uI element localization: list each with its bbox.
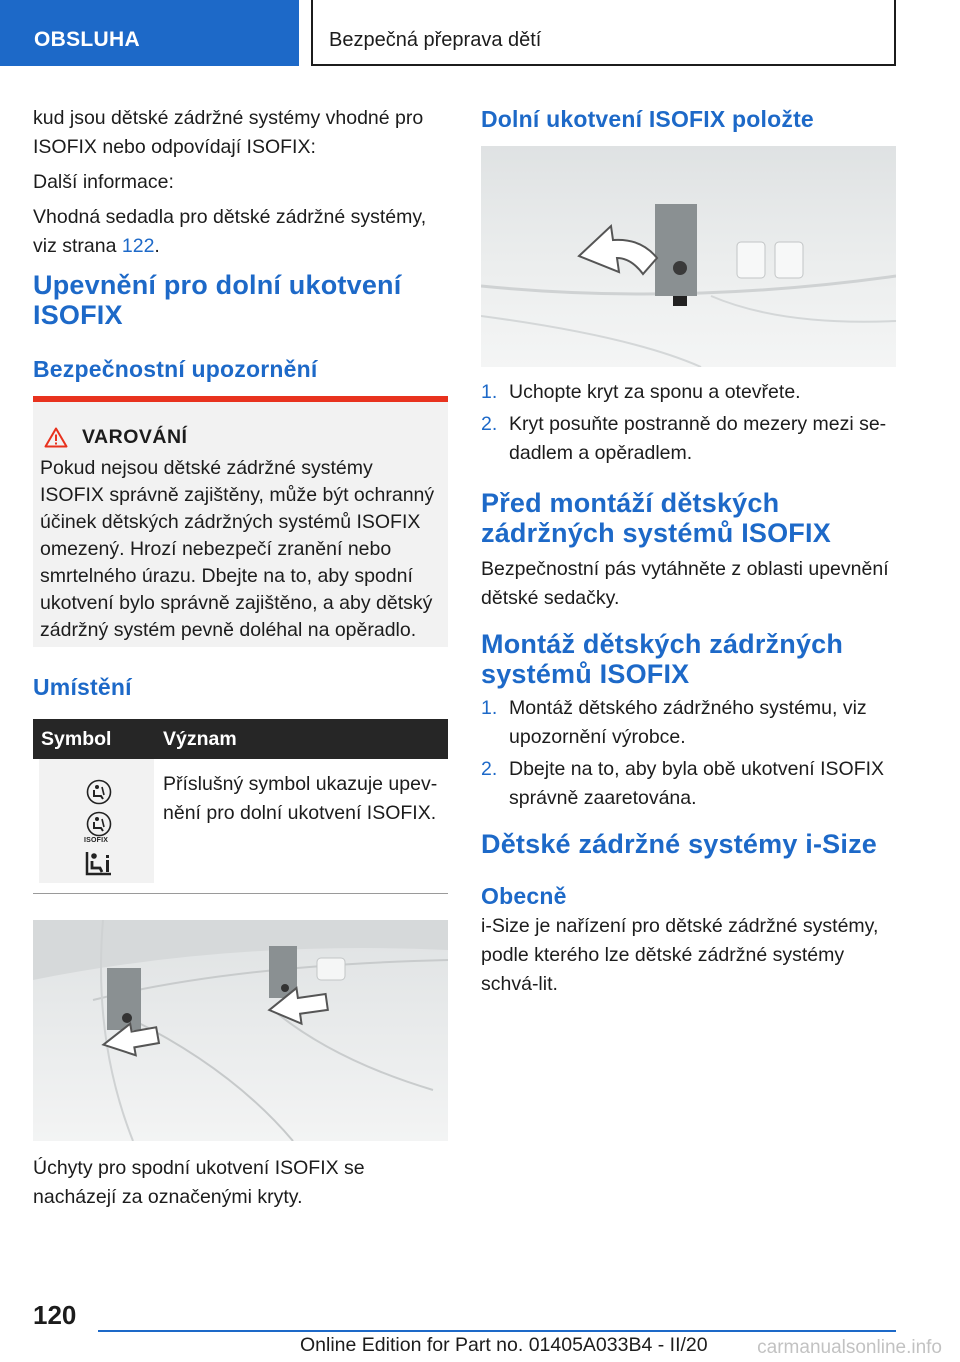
step-text: Uchopte kryt za sponu a otevřete.	[509, 381, 801, 403]
heading-general: Obecně	[481, 883, 567, 909]
intro-paragraph-1: kud jsou dětské zádržné systémy vhodné pro ISOFIX nebo odpovídají ISOFIX:	[33, 107, 424, 158]
heading-fold-anchors: Dolní ukotvení ISOFIX položte	[481, 106, 814, 132]
heading-isofix-lower-anchor: Upevnění pro dolní ukotvení ISOFIX	[33, 270, 402, 330]
chapter-title: Bezpečná přeprava dětí	[311, 0, 896, 66]
heading-location: Umístění	[33, 674, 132, 700]
warning-label: VAROVÁNÍ	[82, 426, 188, 448]
warning-box	[33, 396, 448, 647]
table-bottom-rule	[33, 893, 448, 894]
list-item	[481, 755, 896, 813]
step-text: Kryt posuňte postranně do mezery mezi se-dadlem a opěradlem.	[509, 413, 887, 464]
child-seat-circle-icon	[86, 779, 112, 805]
edition-info: Online Edition for Part no. 01405A033B4 - II/20	[300, 1334, 708, 1356]
heading-safety-notes: Bezpečnostní upozornění	[33, 356, 318, 382]
step-text: Dbejte na to, aby byla obě ukotvení ISOFIX správně zaaretována.	[509, 758, 885, 809]
heading-isize: Dětské zádržné systémy i-Size	[481, 829, 877, 859]
fold-cover-photo	[481, 146, 896, 367]
intro-3-text: Vhodná sedadla pro dětské zádržné systémy, viz strana	[33, 206, 427, 257]
mount-steps-list	[481, 694, 896, 813]
page-reference-link[interactable]: 122	[121, 235, 155, 257]
isofix-child-seat-icon	[84, 849, 114, 877]
heading-before-mounting: Před montáží dětských zádržných systémů ISOFIX	[481, 488, 831, 548]
list-item	[481, 694, 896, 752]
step-text: Montáž dětského zádržného systému, viz upozornění výrobce.	[509, 697, 867, 748]
isofix-anchors-photo	[33, 920, 448, 1141]
warning-triangle-icon	[44, 427, 68, 448]
heading-mounting: Montáž dětských zádržných systémů ISOFIX	[481, 629, 844, 689]
warning-title	[40, 424, 440, 450]
watermark: carmanualsonline.info	[757, 1337, 942, 1358]
before-mounting-text: Bezpečnostní pás vytáhněte z oblasti upevnění dětské sedačky.	[481, 558, 889, 609]
intro-block	[33, 104, 451, 261]
mount-steps	[481, 694, 896, 813]
fold-steps-list	[481, 378, 896, 468]
list-item	[481, 410, 896, 468]
isofix-label: ISOFIX	[84, 837, 109, 844]
photo-caption: Úchyty pro spodní ukotvení ISOFIX se nacházejí za označenými kryty.	[33, 1157, 365, 1208]
intro-paragraph-3	[33, 203, 451, 261]
intro-3-suffix: .	[154, 235, 160, 257]
step-number: 2.	[481, 413, 498, 435]
fold-cover-illustration	[481, 146, 896, 367]
general-text: i-Size je nařízení pro dětské zádržné systémy, podle kterého lze dětské zádržné systémy schvá-lit.	[481, 915, 879, 995]
intro-paragraph-2: Další informace:	[33, 171, 174, 193]
table-header	[33, 719, 448, 759]
page-number: 120	[33, 1300, 77, 1330]
symbol-cell	[39, 759, 154, 883]
column-symbol: Symbol	[41, 728, 112, 750]
symbol-meaning-text: Příslušný symbol ukazuje upev-nění pro dolní ukotvení ISOFIX.	[163, 773, 438, 824]
warning-text: Pokud nejsou dětské zádržné systémy ISOFIX správně zajištěny, může být ochranný účinek dětských zádržných systémů ISOFIX omezený. Hrozí nebezpečí zranění nebo smrtelného úrazu. Dbejte na to, aby spodní ukotvení bylo správně zajištěno, a aby dětský zádržný systém pevně doléhal na opěradlo.	[40, 457, 435, 641]
step-number: 1.	[481, 381, 498, 403]
child-seat-anchor-icon	[86, 811, 112, 837]
seat-illustration	[33, 920, 448, 1141]
list-item	[481, 378, 896, 407]
column-meaning: Význam	[163, 728, 237, 750]
step-number: 2.	[481, 758, 498, 780]
fold-steps	[481, 378, 896, 468]
section-tab: OBSLUHA	[0, 0, 299, 66]
step-number: 1.	[481, 697, 498, 719]
